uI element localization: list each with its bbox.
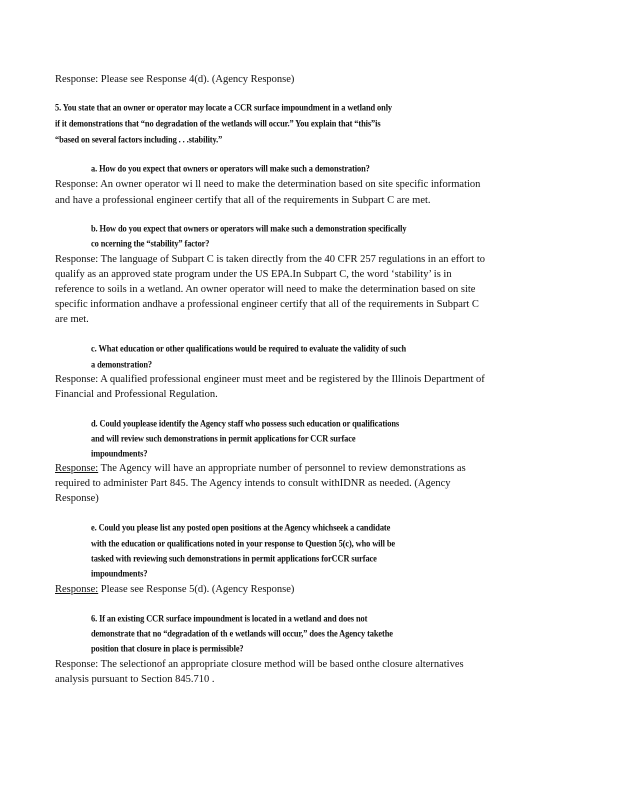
response-5a-line-1: Response: An owner operator wi ll need to make the determination based on site specific information — [55, 179, 481, 190]
response-4d-reference: Response: Please see Response 4(d). (Agency Response) — [55, 74, 295, 85]
response-5d-line-1 — [55, 464, 466, 475]
question-6-line-3: position that closure in place is permissible? — [91, 643, 244, 654]
question-5-line-2: if it demonstrations that “no degradation of the wetlands will occur.” You explain that “this”is — [55, 118, 381, 129]
response-5b-line-3: reference to soils in a wetland. An owner operator will need to make the determination based on site — [55, 284, 476, 295]
question-5d-line-1: d. Could youplease identify the Agency staff who possess such education or qualifications — [91, 418, 400, 429]
question-5b-line-2: co ncerning the “stability” factor? — [91, 238, 210, 249]
response-5e-text: Please see Response 5(d). (Agency Response) — [98, 584, 295, 595]
response-6-line-2: analysis pursuant to Section 845.710 . — [55, 674, 215, 685]
response-5e-line-1 — [55, 585, 294, 596]
question-5e-line-1: e. Could you please list any posted open positions at the Agency whichseek a candidate — [91, 522, 391, 533]
response-5b-line-2: qualify as an approved state program under the US EPA.In Subpart C, the word ‘stability’ is in — [55, 269, 452, 280]
response-label: Response: — [55, 584, 99, 595]
question-5d-line-2: and will review such demonstrations in permit applications for CCR surface — [91, 433, 356, 444]
question-5e-line-2: with the education or qualifications noted in your response to Question 5(c), who will be — [91, 538, 396, 549]
response-5a-line-2: and have a professional engineer certify that all of the requirements in Subpart C are met. — [55, 195, 431, 206]
question-5e-line-4: impoundments? — [91, 568, 148, 579]
response-5b-line-4: specific information andhave a professional engineer certify that all of the requirements in Subpart C — [55, 299, 479, 310]
response-5c-line-2: Financial and Professional Regulation. — [55, 389, 218, 400]
question-6-line-1: 6. If an existing CCR surface impoundment is located in a wetland and does not — [91, 613, 368, 624]
response-5b-line-1: Response: The language of Subpart C is taken directly from the 40 CFR 257 regulations in an effort to — [55, 254, 486, 265]
response-6-line-1: Response: The selectionof an appropriate closure method will be based onthe closure alternatives — [55, 659, 464, 670]
response-label: Response: — [55, 463, 99, 474]
question-5a: a. How do you expect that owners or operators will make such a demonstration? — [91, 163, 370, 174]
question-5d-line-3: impoundments? — [91, 448, 148, 459]
response-5d-line-3: Response) — [55, 493, 99, 504]
response-5c-line-1: Response: A qualified professional engineer must meet and be registered by the Illinois Department of — [55, 374, 485, 385]
response-5d-text: The Agency will have an appropriate number of personnel to review demonstrations as — [98, 463, 466, 474]
question-5-line-1: 5. You state that an owner or operator may locate a CCR surface impoundment in a wetland only — [55, 102, 393, 113]
response-5b-line-5: are met. — [55, 314, 89, 325]
response-5d-line-2: required to administer Part 845. The Agency intends to consult withIDNR as needed. (Agency — [55, 478, 451, 489]
question-5b-line-1: b. How do you expect that owners or operators will make such a demonstration specifically — [91, 223, 407, 234]
question-5c-line-1: c. What education or other qualifications would be required to evaluate the validity of such — [91, 343, 407, 354]
question-5c-line-2: a demonstration? — [91, 359, 152, 370]
question-5-line-3: “based on several factors including . . .stability.” — [55, 134, 223, 145]
question-6-line-2: demonstrate that no “degradation of th e wetlands will occur,” does the Agency takethe — [91, 628, 393, 639]
question-5e-line-3: tasked with reviewing such demonstrations in permit applications forCCR surface — [91, 553, 377, 564]
